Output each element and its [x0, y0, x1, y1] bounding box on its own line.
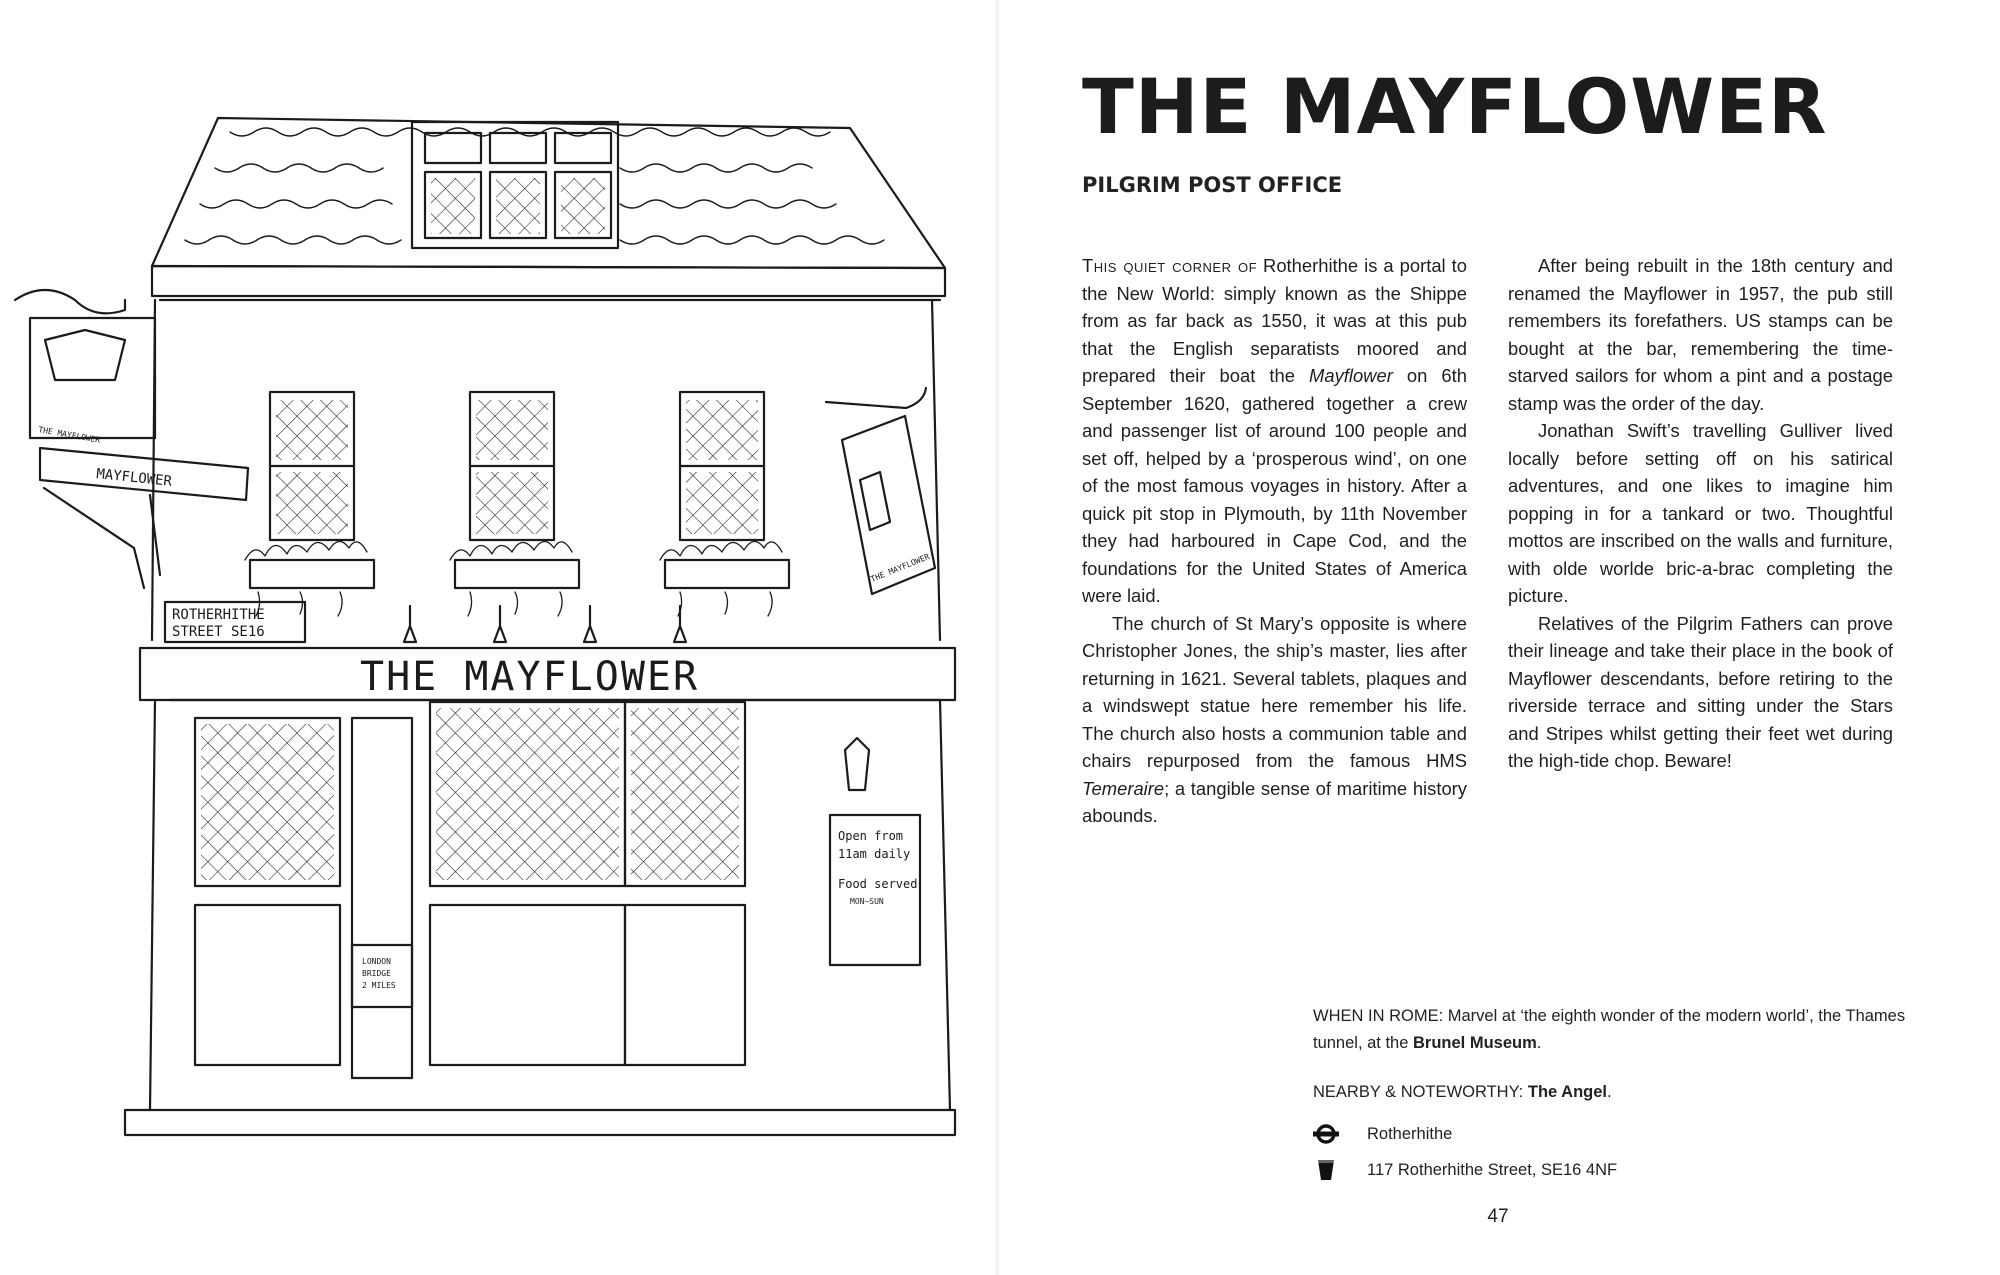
ship-name: Temeraire	[1082, 777, 1165, 799]
page-title: THE MAYFLOWER	[1082, 62, 1828, 151]
body-column-right	[1508, 252, 1893, 775]
paragraph-text: on 6th September 1620, gathered together a crew and passenger list of around 100 people and set off, helped by a ‘prosperous wind’, on one of the most famous voyages in history. After a quick pit stop in Plymouth, by 11th November they had harboured in Cape Cod, and the foundations for the United States of America were laid.	[1082, 365, 1467, 606]
hanging-sign-small-label: THE MAYFLOWER	[37, 425, 101, 445]
station-row	[1313, 1116, 1913, 1152]
right-sign-label: THE MAYFLOWER	[869, 552, 931, 584]
when-in-rome	[1313, 1003, 1913, 1057]
roof-outline	[152, 118, 945, 268]
ship-name: Mayflower	[1309, 365, 1393, 386]
lead-in-smallcaps: This quiet corner of	[1082, 255, 1258, 276]
street-sign-line-2: STREET SE16	[172, 624, 265, 640]
board-line-3: Food served	[838, 877, 918, 891]
nearby-noteworthy	[1313, 1079, 1913, 1106]
body-paragraph: Jonathan Swift’s travelling Gulliver lived locally before setting off on his satirical adventures, and one likes to imagine him popping in for a tankard or two. Thoughtful mottos are inscribed on the walls and furniture, with olde worlde bric-a-brac completing the picture.	[1508, 420, 1893, 606]
when-in-rome-label: WHEN IN ROME:	[1313, 1007, 1444, 1025]
body-column-left	[1082, 252, 1467, 830]
when-in-rome-place: Brunel Museum	[1413, 1034, 1537, 1052]
address-text: 117 Rotherhithe Street, SE16 4NF	[1367, 1160, 1618, 1179]
body-paragraph	[1082, 252, 1467, 610]
body-paragraph	[1082, 610, 1467, 830]
page-number: 47	[1487, 1206, 1509, 1227]
address-row	[1313, 1152, 1913, 1188]
station-name: Rotherhithe	[1367, 1124, 1453, 1143]
fascia-sign: THE MAYFLOWER	[360, 654, 700, 700]
pub-door	[352, 718, 412, 1078]
page-subtitle: PILGRIM POST OFFICE	[1082, 173, 1343, 197]
plaque-line-2: BRIDGE	[362, 969, 391, 978]
plaque-line-1: LONDON	[362, 957, 391, 966]
hanging-sign-label: MAYFLOWER	[95, 466, 173, 490]
paragraph-text: ; a tangible sense of maritime history abounds.	[1082, 777, 1467, 826]
page-gutter	[994, 0, 1000, 1275]
punctuation: .	[1607, 1083, 1612, 1101]
street-sign-line-1: ROTHERHITHE	[172, 607, 265, 623]
paragraph-text: Rotherhithe is a portal to the New World: simply known as the Shippe from as far back as 1550, it was at this pub that the English separatists moored and prepared their boat the	[1082, 255, 1467, 386]
paragraph-text: The church of St Mary’s opposite is where Christopher Jones, the ship’s master, lies after returning in 1621. Several tablets, plaques and a windswept statue here remember his life. The church also hosts a communion table and chairs repurposed from the famous HMS	[1082, 612, 1467, 771]
when-in-rome-text: Marvel at ‘the eighth wonder of the modern world’, the Thames tunnel, at the	[1313, 1007, 1906, 1052]
board-line-4: MON–SUN	[850, 897, 884, 906]
pint-glass-icon	[1313, 1159, 1367, 1181]
nearby-label: NEARBY & NOTEWORTHY:	[1313, 1083, 1524, 1101]
underground-roundel-icon	[1313, 1124, 1367, 1144]
hanging-sign-left	[30, 318, 155, 438]
visitor-info	[1313, 1003, 1913, 1188]
body-paragraph: Relatives of the Pilgrim Fathers can prove their lineage and take their place in the book of Mayflower descendants, before retiring to the riverside terrace and sitting under the Stars and Stripes whilst getting their feet wet during the high-tide chop. Beware!	[1508, 612, 1893, 771]
nearby-place: The Angel	[1527, 1083, 1607, 1101]
plaque-line-3: 2 MILES	[362, 981, 396, 990]
body-paragraph: After being rebuilt in the 18th century and renamed the Mayflower in 1957, the pub still remembers its forefathers. US stamps can be bought at the bar, remembering the time-starved sailors for whom a pint and a postage stamp was the order of the day.	[1508, 255, 1893, 414]
board-line-2: 11am daily	[838, 847, 911, 861]
board-line-1: Open from	[838, 829, 904, 843]
punctuation: .	[1536, 1034, 1542, 1052]
